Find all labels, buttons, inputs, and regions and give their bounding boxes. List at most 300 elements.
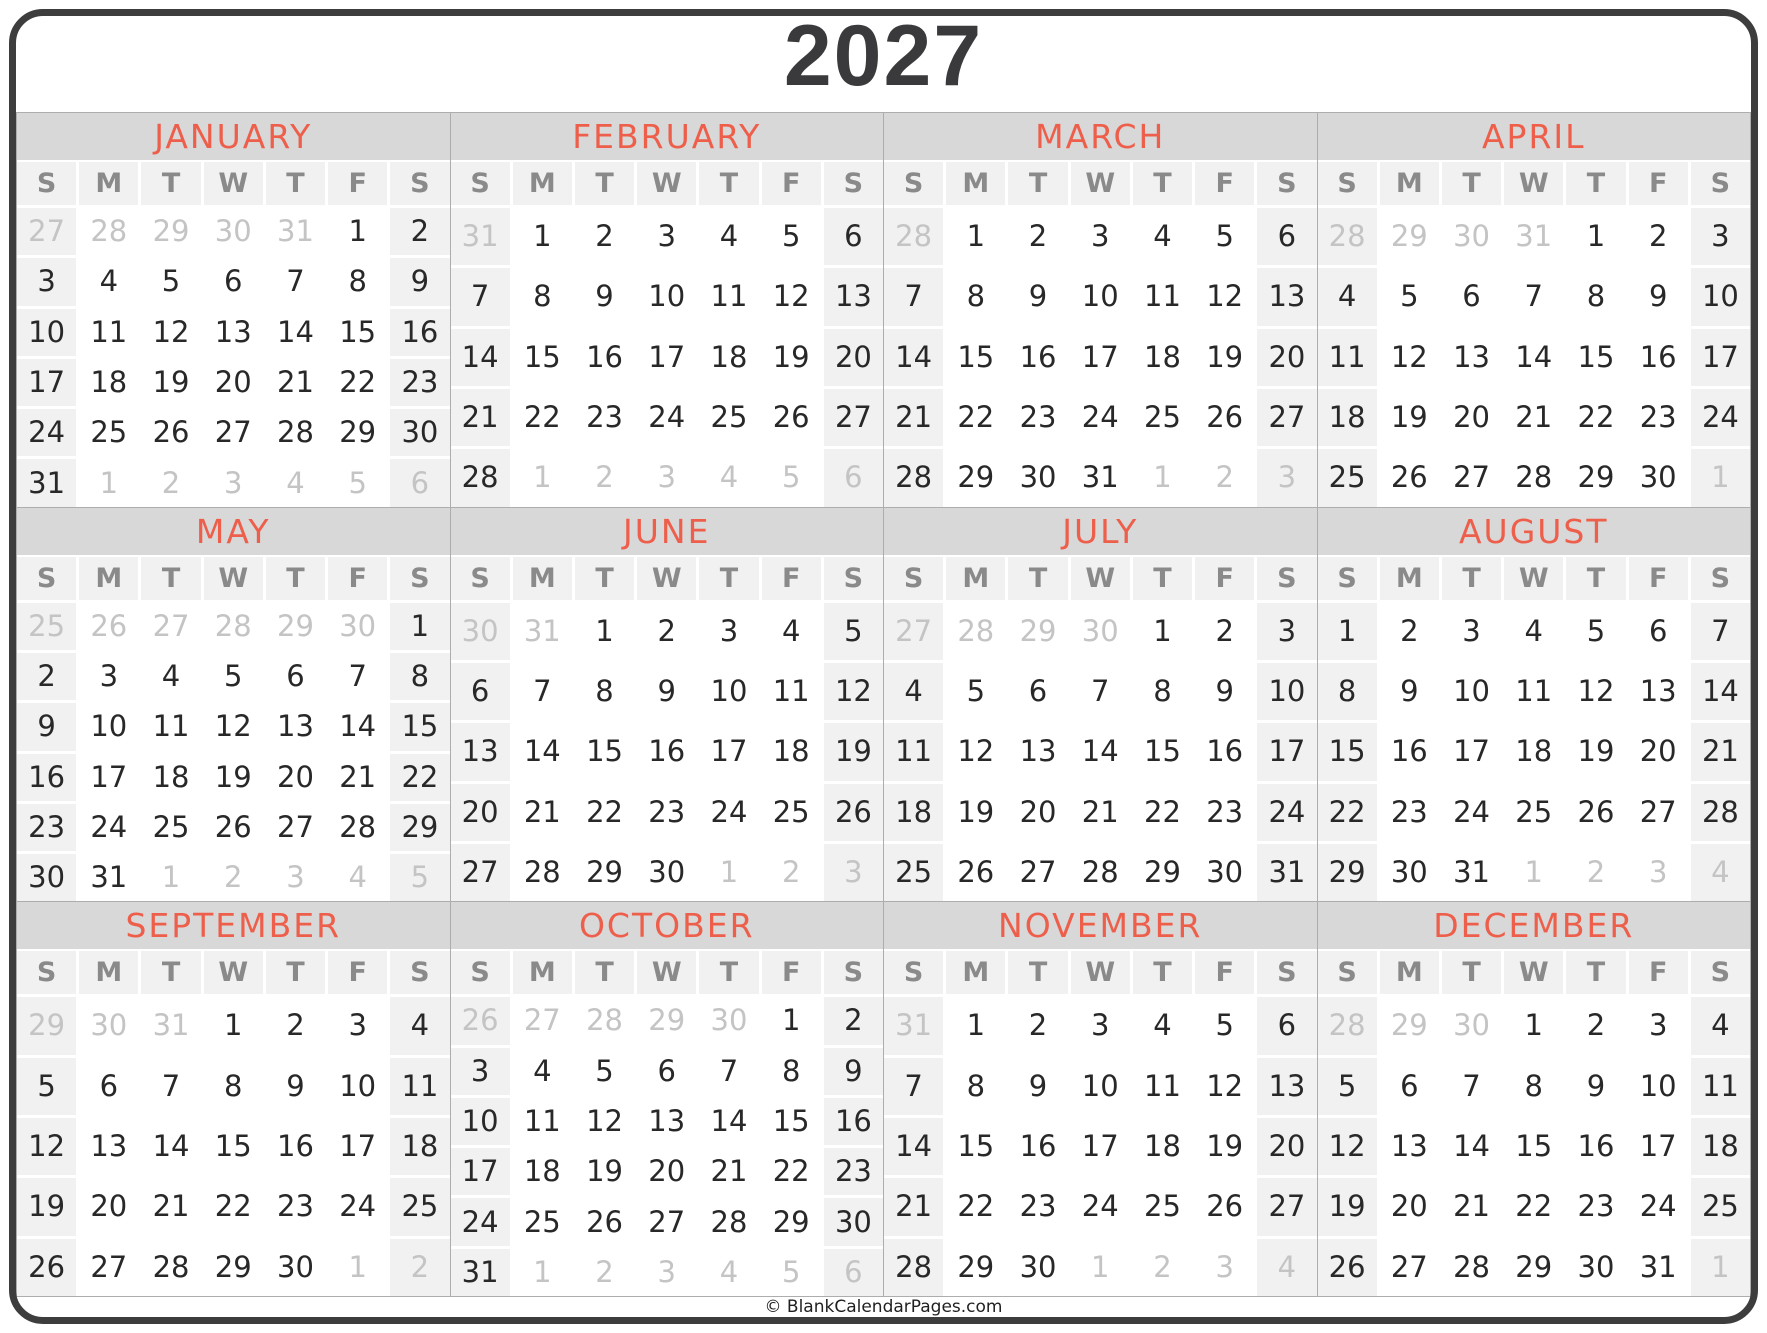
day-cell: 19	[1577, 734, 1615, 769]
weekday-row	[1318, 162, 1751, 205]
week-row	[17, 854, 450, 901]
day-cell: 8	[1153, 674, 1172, 709]
day-cell: 7	[451, 268, 510, 325]
day-cell-adjacent-month: 1	[99, 465, 119, 500]
weekday-letter: T	[1442, 162, 1501, 205]
month-day-grid	[451, 949, 884, 1296]
weekday-row	[17, 557, 450, 600]
month-title: SEPTEMBER	[125, 906, 342, 946]
day-cell: 28	[523, 855, 561, 890]
day-cell: 20	[824, 329, 883, 386]
day-cell: 4	[161, 659, 181, 694]
day-cell: 29	[214, 1249, 252, 1284]
day-cell-adjacent-month: 3	[824, 844, 883, 901]
week-row	[451, 603, 884, 660]
week-row	[1318, 1058, 1751, 1115]
day-cell: 18	[1318, 389, 1377, 446]
day-cell: 7	[884, 268, 943, 325]
day-cell: 30	[390, 409, 449, 456]
day-cell: 7	[1691, 603, 1750, 660]
weekday-letter: S	[884, 162, 943, 205]
day-cell: 3	[1091, 1008, 1110, 1043]
day-cell: 9	[1028, 1068, 1048, 1103]
month-may	[17, 508, 450, 902]
month-day-grid	[17, 949, 450, 1296]
day-cell: 9	[824, 1048, 883, 1095]
day-cell: 13	[1453, 339, 1490, 374]
day-cell-adjacent-month: 3	[224, 465, 243, 500]
day-cell: 7	[533, 674, 552, 709]
day-cell: 18	[1144, 1129, 1181, 1164]
day-cell-adjacent-month: 3	[1257, 449, 1316, 506]
day-cell-adjacent-month: 6	[390, 459, 449, 506]
day-cell: 23	[17, 804, 76, 851]
weekday-letter: S	[390, 557, 449, 600]
month-title: DECEMBER	[1433, 906, 1635, 946]
day-cell: 31	[1081, 460, 1119, 495]
day-cell: 3	[348, 1008, 367, 1043]
day-cell: 11	[772, 674, 810, 709]
day-cell: 16	[1206, 734, 1244, 769]
week-row	[884, 449, 1317, 506]
day-cell: 4	[1153, 1008, 1172, 1043]
day-cell: 7	[719, 1053, 739, 1088]
day-cell: 19	[957, 794, 995, 829]
day-cell: 19	[17, 1178, 76, 1235]
day-cell: 28	[1515, 460, 1553, 495]
day-cell: 10	[90, 709, 128, 744]
week-row	[884, 1118, 1317, 1175]
day-cell: 28	[710, 1204, 748, 1239]
week-row	[1318, 603, 1751, 660]
day-cell: 13	[1257, 268, 1316, 325]
day-cell: 4	[99, 264, 119, 299]
week-row	[451, 1249, 884, 1296]
day-cell: 23	[1019, 1189, 1057, 1224]
day-cell-adjacent-month: 3	[286, 860, 305, 895]
day-cell: 9	[390, 258, 449, 305]
day-cell: 16	[824, 1098, 883, 1145]
week-row	[451, 1098, 884, 1145]
day-cell: 11	[1515, 674, 1553, 709]
month-day-grid	[1318, 160, 1751, 507]
day-cell: 31	[1639, 1249, 1677, 1284]
day-cell: 3	[657, 219, 676, 254]
weekday-row	[451, 951, 884, 994]
week-row	[884, 1239, 1317, 1296]
day-cell: 21	[884, 1178, 943, 1235]
day-cell: 26	[957, 855, 995, 890]
month-january	[17, 113, 450, 507]
day-cell: 5	[966, 674, 986, 709]
day-cell: 9	[1028, 279, 1048, 314]
weekday-letter: T	[141, 162, 200, 205]
day-cell: 11	[1318, 329, 1377, 386]
day-cell-adjacent-month: 1	[1691, 449, 1750, 506]
day-cell: 13	[1257, 1058, 1316, 1115]
day-cell: 17	[1081, 339, 1119, 374]
day-cell: 9	[1586, 1068, 1606, 1103]
day-cell: 11	[390, 1058, 449, 1115]
day-cell: 1	[390, 603, 449, 650]
day-cell: 6	[286, 659, 305, 694]
week-row	[1318, 389, 1751, 446]
day-cell: 26	[1390, 460, 1428, 495]
day-cell: 29	[390, 804, 449, 851]
day-cell: 14	[523, 734, 561, 769]
day-cell-adjacent-month: 5	[781, 460, 801, 495]
weekday-letter: S	[824, 951, 883, 994]
day-cell: 29	[1144, 855, 1181, 890]
day-cell: 21	[1081, 794, 1119, 829]
day-cell: 23	[277, 1189, 314, 1224]
day-cell: 4	[1524, 613, 1543, 648]
day-cell-adjacent-month: 6	[824, 449, 883, 506]
day-cell: 20	[1639, 734, 1677, 769]
day-cell: 17	[17, 359, 76, 406]
day-cell: 16	[586, 339, 623, 374]
week-row	[17, 804, 450, 851]
day-cell: 2	[286, 1008, 305, 1043]
day-cell: 16	[1639, 339, 1677, 374]
month-header-band	[17, 508, 450, 555]
day-cell: 27	[1453, 460, 1490, 495]
day-cell: 4	[1153, 219, 1172, 254]
day-cell-adjacent-month: 27	[17, 208, 76, 255]
month-day-grid	[17, 160, 450, 507]
month-february	[451, 113, 884, 507]
day-cell: 22	[390, 754, 449, 801]
day-cell: 17	[90, 759, 128, 794]
day-cell: 27	[90, 1249, 128, 1284]
day-cell: 29	[957, 1249, 995, 1284]
day-cell: 27	[648, 1204, 686, 1239]
day-cell: 2	[1586, 1008, 1606, 1043]
day-cell: 5	[1215, 1008, 1234, 1043]
day-cell: 21	[1453, 1189, 1490, 1224]
day-cell: 6	[1257, 997, 1316, 1054]
day-cell: 15	[214, 1129, 252, 1164]
day-cell: 12	[1577, 674, 1615, 709]
day-cell: 22	[339, 364, 377, 399]
day-cell: 24	[1639, 1189, 1677, 1224]
week-row	[884, 208, 1317, 265]
day-cell: 23	[1206, 794, 1244, 829]
day-cell-adjacent-month: 28	[1318, 208, 1377, 265]
day-cell-adjacent-month: 28	[1318, 997, 1377, 1054]
month-day-grid	[451, 160, 884, 507]
day-cell: 30	[277, 1249, 314, 1284]
weekday-letter: W	[637, 557, 696, 600]
day-cell: 26	[586, 1204, 623, 1239]
day-cell-adjacent-month: 2	[390, 1239, 449, 1296]
day-cell: 13	[214, 314, 252, 349]
day-cell: 30	[1390, 855, 1428, 890]
day-cell: 22	[1515, 1189, 1553, 1224]
day-cell-adjacent-month: 26	[90, 608, 128, 643]
day-cell-adjacent-month: 1	[348, 1249, 367, 1284]
weekday-row	[884, 951, 1317, 994]
weekday-row	[884, 162, 1317, 205]
day-cell-adjacent-month: 28	[90, 214, 128, 249]
day-cell: 18	[390, 1118, 449, 1175]
weekday-letter: T	[1566, 951, 1625, 994]
weekday-letter: F	[762, 557, 821, 600]
day-cell-adjacent-month: 1	[161, 860, 181, 895]
day-cell: 28	[1081, 855, 1119, 890]
month-header-band	[1318, 902, 1751, 949]
day-cell: 21	[451, 389, 510, 446]
day-cell: 14	[1081, 734, 1119, 769]
day-cell: 15	[1515, 1129, 1553, 1164]
weekday-letter: S	[451, 162, 510, 205]
day-cell: 1	[348, 214, 367, 249]
day-cell-adjacent-month: 2	[1153, 1249, 1172, 1284]
weekday-letter: T	[1008, 162, 1067, 205]
month-day-grid	[17, 555, 450, 902]
day-cell-adjacent-month: 29	[152, 214, 190, 249]
day-cell: 23	[824, 1148, 883, 1195]
weekday-letter: T	[575, 557, 634, 600]
day-cell-adjacent-month: 27	[152, 608, 190, 643]
day-cell: 21	[339, 759, 377, 794]
day-cell-adjacent-month: 5	[390, 854, 449, 901]
day-cell: 27	[1639, 794, 1677, 829]
week-row	[451, 389, 884, 446]
weekday-letter: T	[266, 951, 325, 994]
week-row	[17, 459, 450, 506]
day-cell: 18	[1515, 734, 1553, 769]
day-cell: 9	[17, 703, 76, 750]
day-cell: 17	[451, 1148, 510, 1195]
day-cell: 24	[1691, 389, 1750, 446]
day-cell: 10	[1639, 1068, 1677, 1103]
week-row	[451, 449, 884, 506]
day-cell: 14	[710, 1104, 748, 1139]
day-cell: 23	[390, 359, 449, 406]
weekday-letter: S	[390, 951, 449, 994]
weekday-letter: W	[1504, 951, 1563, 994]
week-row	[1318, 268, 1751, 325]
weekday-letter: M	[513, 951, 572, 994]
weekday-letter: M	[1380, 951, 1439, 994]
day-cell: 20	[648, 1154, 686, 1189]
day-cell: 7	[1462, 1068, 1481, 1103]
day-cell: 4	[390, 997, 449, 1054]
weekday-letter: F	[762, 162, 821, 205]
day-cell-adjacent-month: 2	[224, 860, 243, 895]
day-cell: 6	[99, 1068, 119, 1103]
day-cell: 28	[884, 449, 943, 506]
weekday-letter: S	[1257, 951, 1316, 994]
day-cell: 1	[224, 1008, 243, 1043]
day-cell: 18	[772, 734, 810, 769]
weekday-letter: T	[575, 951, 634, 994]
weekday-row	[17, 951, 450, 994]
day-cell: 10	[1453, 674, 1490, 709]
weekday-letter: S	[390, 162, 449, 205]
day-cell: 16	[648, 734, 686, 769]
day-cell: 27	[1390, 1249, 1428, 1284]
day-cell: 12	[1206, 1068, 1244, 1103]
month-day-grid	[884, 160, 1317, 507]
day-cell: 20	[1390, 1189, 1428, 1224]
day-cell: 24	[1257, 784, 1316, 841]
day-cell: 17	[648, 339, 686, 374]
day-cell-adjacent-month: 1	[1524, 855, 1543, 890]
weekday-letter: S	[451, 951, 510, 994]
months-grid	[16, 112, 1751, 1297]
day-cell: 28	[1453, 1249, 1490, 1284]
weekday-letter: S	[884, 557, 943, 600]
day-cell: 1	[1524, 1008, 1543, 1043]
day-cell-adjacent-month: 27	[884, 603, 943, 660]
weekday-letter: T	[141, 557, 200, 600]
month-october	[451, 902, 884, 1296]
day-cell-adjacent-month: 1	[719, 855, 739, 890]
day-cell: 19	[824, 723, 883, 780]
day-cell: 10	[1691, 268, 1750, 325]
day-cell: 6	[1028, 674, 1048, 709]
day-cell: 5	[1400, 279, 1419, 314]
day-cell: 25	[152, 809, 190, 844]
day-cell: 11	[1144, 279, 1181, 314]
day-cell: 24	[710, 794, 748, 829]
day-cell: 15	[1144, 734, 1181, 769]
day-cell: 29	[586, 855, 623, 890]
day-cell-adjacent-month: 28	[884, 208, 943, 265]
day-cell-adjacent-month: 3	[657, 1254, 676, 1289]
weekday-letter: F	[1629, 951, 1688, 994]
day-cell: 24	[1453, 794, 1490, 829]
day-cell-adjacent-month: 29	[277, 608, 314, 643]
day-cell: 9	[286, 1068, 305, 1103]
day-cell-adjacent-month: 26	[451, 997, 510, 1044]
day-cell: 14	[884, 1118, 943, 1175]
day-cell-adjacent-month: 5	[348, 465, 367, 500]
weekday-letter: W	[1504, 557, 1563, 600]
day-cell: 4	[719, 219, 739, 254]
day-cell: 8	[1524, 1068, 1543, 1103]
day-cell: 13	[277, 709, 314, 744]
day-cell: 2	[1028, 219, 1048, 254]
weekday-letter: T	[1133, 162, 1192, 205]
day-cell: 15	[957, 1129, 995, 1164]
week-row	[17, 703, 450, 750]
day-cell: 3	[1091, 219, 1110, 254]
day-cell: 12	[152, 314, 190, 349]
day-cell: 27	[451, 844, 510, 901]
day-cell: 4	[533, 1053, 552, 1088]
week-row	[451, 723, 884, 780]
day-cell: 15	[339, 314, 377, 349]
day-cell: 26	[17, 1239, 76, 1296]
day-cell-adjacent-month: 5	[781, 1254, 801, 1289]
day-cell: 6	[1400, 1068, 1419, 1103]
weekday-letter: M	[79, 162, 138, 205]
month-header-band	[884, 508, 1317, 555]
day-cell: 19	[586, 1154, 623, 1189]
day-cell: 24	[648, 400, 686, 435]
week-row	[1318, 844, 1751, 901]
weekday-letter: W	[637, 951, 696, 994]
day-cell-adjacent-month: 31	[451, 208, 510, 265]
day-cell: 19	[152, 364, 190, 399]
month-title: MARCH	[1035, 117, 1166, 156]
day-cell: 24	[339, 1189, 377, 1224]
weekday-letter: M	[946, 557, 1005, 600]
weekday-letter: F	[1629, 162, 1688, 205]
day-cell: 12	[586, 1104, 623, 1139]
month-title: JUNE	[623, 511, 711, 551]
day-cell-adjacent-month: 31	[277, 214, 314, 249]
day-cell: 27	[1257, 1178, 1316, 1235]
day-cell: 4	[1318, 268, 1377, 325]
weekday-letter: T	[1133, 951, 1192, 994]
day-cell: 2	[17, 653, 76, 700]
week-row	[1318, 784, 1751, 841]
day-cell: 8	[224, 1068, 243, 1103]
day-cell: 7	[884, 1058, 943, 1115]
day-cell: 29	[1577, 460, 1615, 495]
day-cell: 5	[17, 1058, 76, 1115]
day-cell: 30	[824, 1198, 883, 1245]
day-cell-adjacent-month: 28	[957, 613, 995, 648]
day-cell-adjacent-month: 30	[451, 603, 510, 660]
day-cell: 1	[595, 613, 614, 648]
day-cell: 25	[772, 794, 810, 829]
week-row	[451, 1048, 884, 1095]
day-cell: 11	[152, 709, 190, 744]
day-cell-adjacent-month: 1	[1153, 460, 1172, 495]
day-cell: 30	[17, 854, 76, 901]
day-cell: 8	[390, 653, 449, 700]
day-cell-adjacent-month: 1	[533, 460, 552, 495]
weekday-letter: M	[1380, 557, 1439, 600]
day-cell: 3	[719, 613, 739, 648]
day-cell: 2	[1400, 613, 1419, 648]
day-cell: 12	[17, 1118, 76, 1175]
weekday-row	[884, 557, 1317, 600]
day-cell: 19	[1390, 400, 1428, 435]
day-cell: 8	[348, 264, 367, 299]
weekday-row	[451, 557, 884, 600]
weekday-letter: S	[1318, 162, 1377, 205]
day-cell: 9	[1215, 674, 1234, 709]
day-cell: 10	[17, 309, 76, 356]
month-header-band	[17, 902, 450, 949]
day-cell: 30	[1206, 855, 1244, 890]
day-cell: 14	[1515, 339, 1553, 374]
month-header-band	[451, 508, 884, 555]
month-title: NOVEMBER	[998, 906, 1203, 946]
day-cell: 25	[1515, 794, 1553, 829]
day-cell: 12	[957, 734, 995, 769]
day-cell: 2	[824, 997, 883, 1044]
week-row	[17, 309, 450, 356]
day-cell: 8	[533, 279, 552, 314]
day-cell: 1	[781, 1003, 801, 1038]
day-cell: 5	[1215, 219, 1234, 254]
day-cell: 26	[214, 809, 252, 844]
month-header-band	[1318, 508, 1751, 555]
day-cell: 25	[90, 415, 128, 450]
day-cell: 8	[1318, 663, 1377, 720]
day-cell: 13	[824, 268, 883, 325]
weekday-row	[17, 162, 450, 205]
month-header-band	[451, 902, 884, 949]
day-cell: 14	[451, 329, 510, 386]
